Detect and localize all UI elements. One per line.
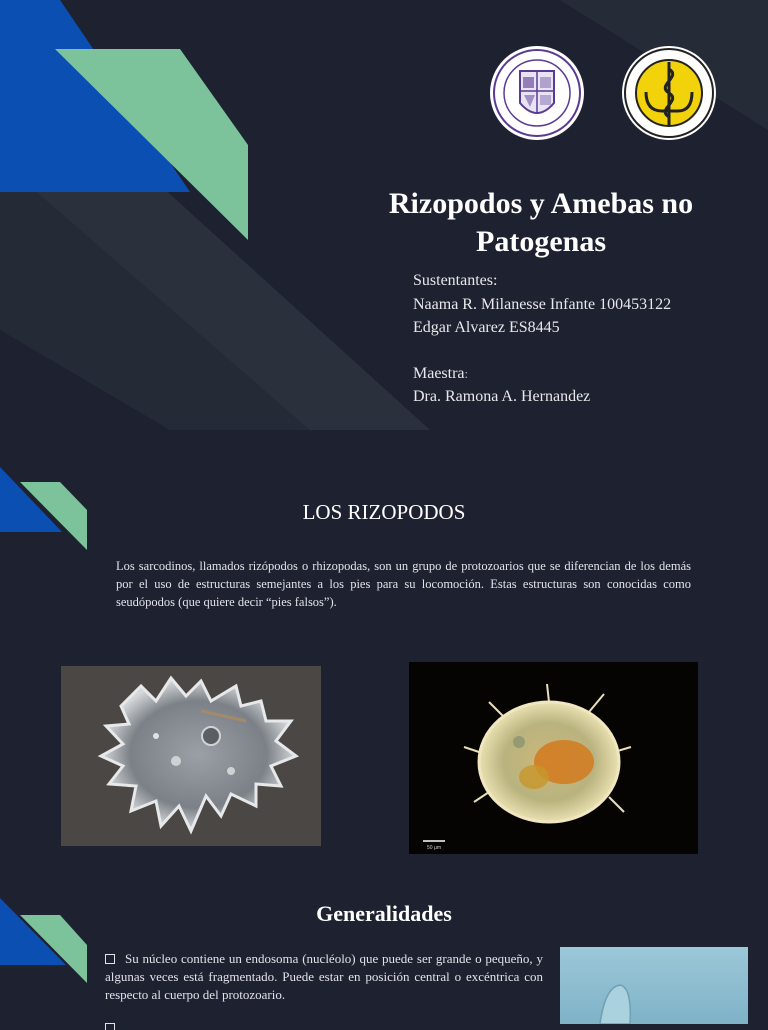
presentation-title [360,185,722,261]
bullet-text-1: Su núcleo contiene un endosoma (nucléolo) que puede ser grande o pequeño, y algunas veces está fragmentado. Puede estar en posición central o excéntrica con respecto al cuerpo del protozoario. [105,951,543,1002]
scale-bar-label: 50 µm [427,845,441,851]
amoeba-micrograph-image [61,666,321,846]
presenters-label: Sustentantes: [413,272,498,289]
teacher-label-colon: : [464,365,469,381]
student-1: Naama R. Milanesse Infante 100453122 [413,295,672,313]
section-heading-generalidades: Generalidades [316,901,452,926]
rizopodos-paragraph: Los sarcodinos, llamados rizópodos o rhizopodas, son un grupo de protozoarios que se diferencian de los demás por el uso de estructuras semejantes a los pies para su locomoción. Estas estructuras son conocidas como seudópodos (que quiere decir “pies falsos”). [116,559,691,609]
microscopy-image-partial [560,947,748,1024]
title-line-2: Patogenas [476,225,606,258]
teacher-label: Maestra [413,364,465,382]
faculty-seal-logo [622,46,716,140]
section-heading-rizopodos: LOS RIZOPODOS [302,500,466,524]
generalidades-bullet-list [105,950,543,1030]
list-item [105,950,543,1004]
logo-group [490,37,716,155]
title-line-1: Rizopodos y Amebas no [388,187,694,220]
checkbox-bullet-icon [105,1023,115,1030]
rhizopod-micrograph-image [409,662,698,854]
teacher-name: Dra. Ramona A. Hernandez [413,388,591,405]
presenters-block [413,269,743,409]
student-2: Edgar Alvarez ES8445 [413,319,560,336]
academia-seal-logo [490,46,584,140]
list-item [105,1020,543,1030]
checkbox-bullet-icon [105,954,115,964]
teacher-label-row [413,362,743,386]
